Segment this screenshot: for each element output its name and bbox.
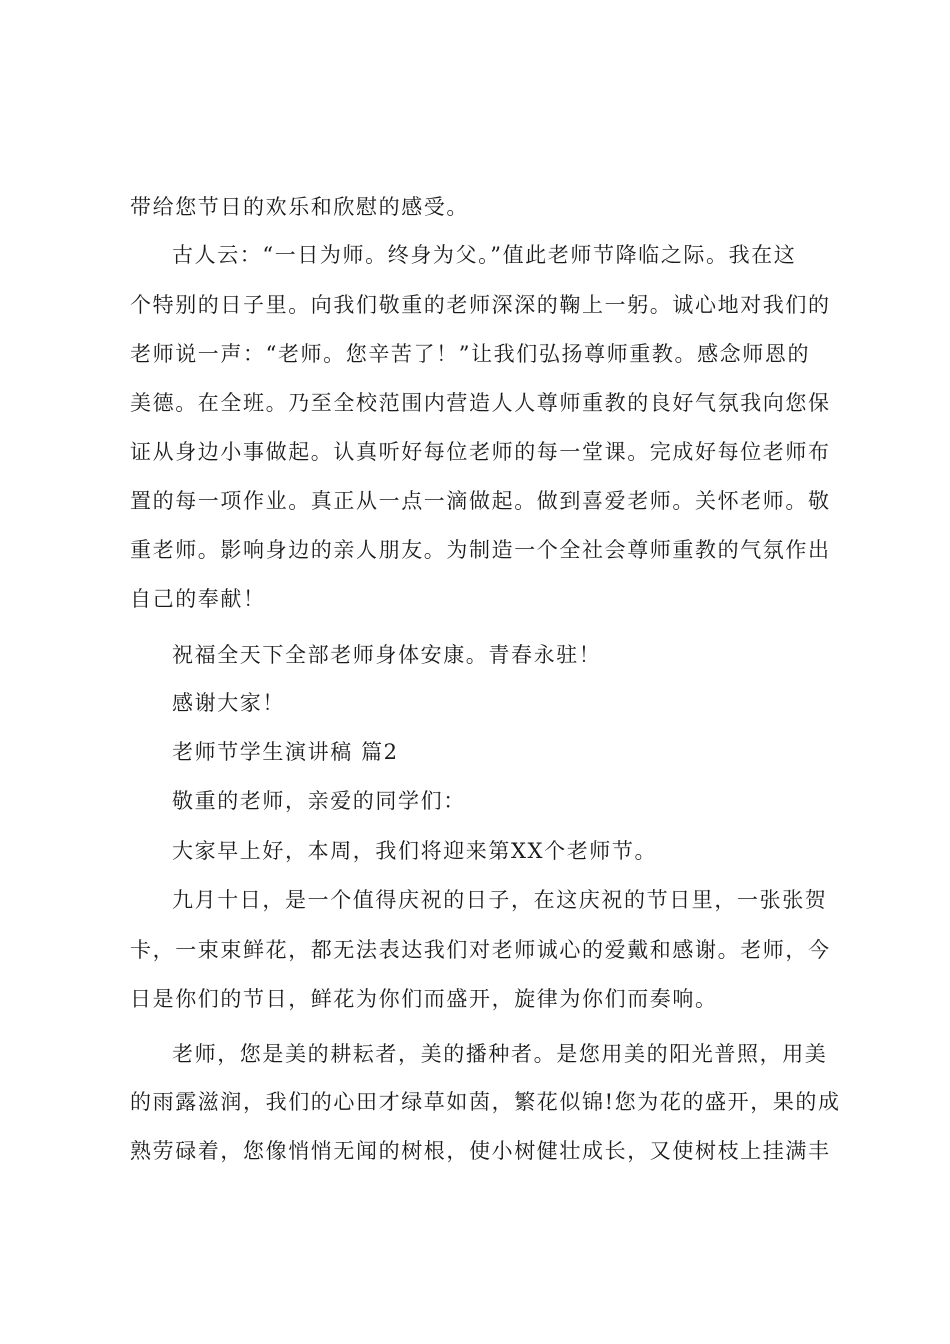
text-line: 祝福全天下全部老师身体安康。青春永驻！ — [172, 643, 602, 667]
text-line: 九月十日，是一个值得庆祝的日子，在这庆祝的节日里，一张张贺 — [172, 888, 828, 912]
text-line: 敬重的老师，亲爱的同学们： — [172, 789, 466, 813]
text-line: 卡，一束束鲜花，都无法表达我们对老师诚心的爱戴和感谢。老师，今 — [130, 938, 831, 962]
text-line: 证从身边小事做起。认真听好每位老师的每一堂课。完成好每位老师布 — [130, 440, 831, 464]
text-line: 熟劳碌着，您像悄悄无闻的树根，使小树健壮成长，又使树枝上挂满丰 — [130, 1139, 831, 1163]
text-line: 大家早上好，本周，我们将迎来第XX个老师节。 — [172, 839, 658, 863]
text-line: 带给您节日的欢乐和欣慰的感受。 — [130, 195, 469, 219]
text-line: 老师，您是美的耕耘者，美的播种者。是您用美的阳光普照，用美 — [172, 1042, 828, 1066]
text-line: 感谢大家！ — [172, 691, 285, 715]
text-line: 置的每一项作业。真正从一点一滴做起。做到喜爱老师。关怀老师。敬 — [130, 489, 831, 513]
text-line: 个特别的日子里。向我们敬重的老师深深的鞠上一躬。诚心地对我们的 — [130, 293, 831, 317]
text-line: 重老师。影响身边的亲人朋友。为制造一个全社会尊师重教的气氛作出 — [130, 538, 831, 562]
text-line: 的雨露滋润，我们的心田才绿草如茵，繁花似锦!您为花的盛开，果的成 — [130, 1090, 841, 1114]
text-line: 自己的奉献！ — [130, 587, 266, 611]
text-line: 古人云：“一日为师。终身为父。”值此老师节降临之际。我在这 — [172, 243, 797, 267]
section-heading: 老师节学生演讲稿 篇2 — [172, 740, 399, 764]
text-line: 老师说一声：“老师。您辛苦了！”让我们弘扬尊师重教。感念师恩的 — [130, 342, 811, 366]
text-line: 日是你们的节日，鲜花为你们而盛开，旋律为你们而奏响。 — [130, 987, 718, 1011]
text-line: 美德。在全班。乃至全校范围内营造人人尊师重教的良好气氛我向您保 — [130, 391, 831, 415]
